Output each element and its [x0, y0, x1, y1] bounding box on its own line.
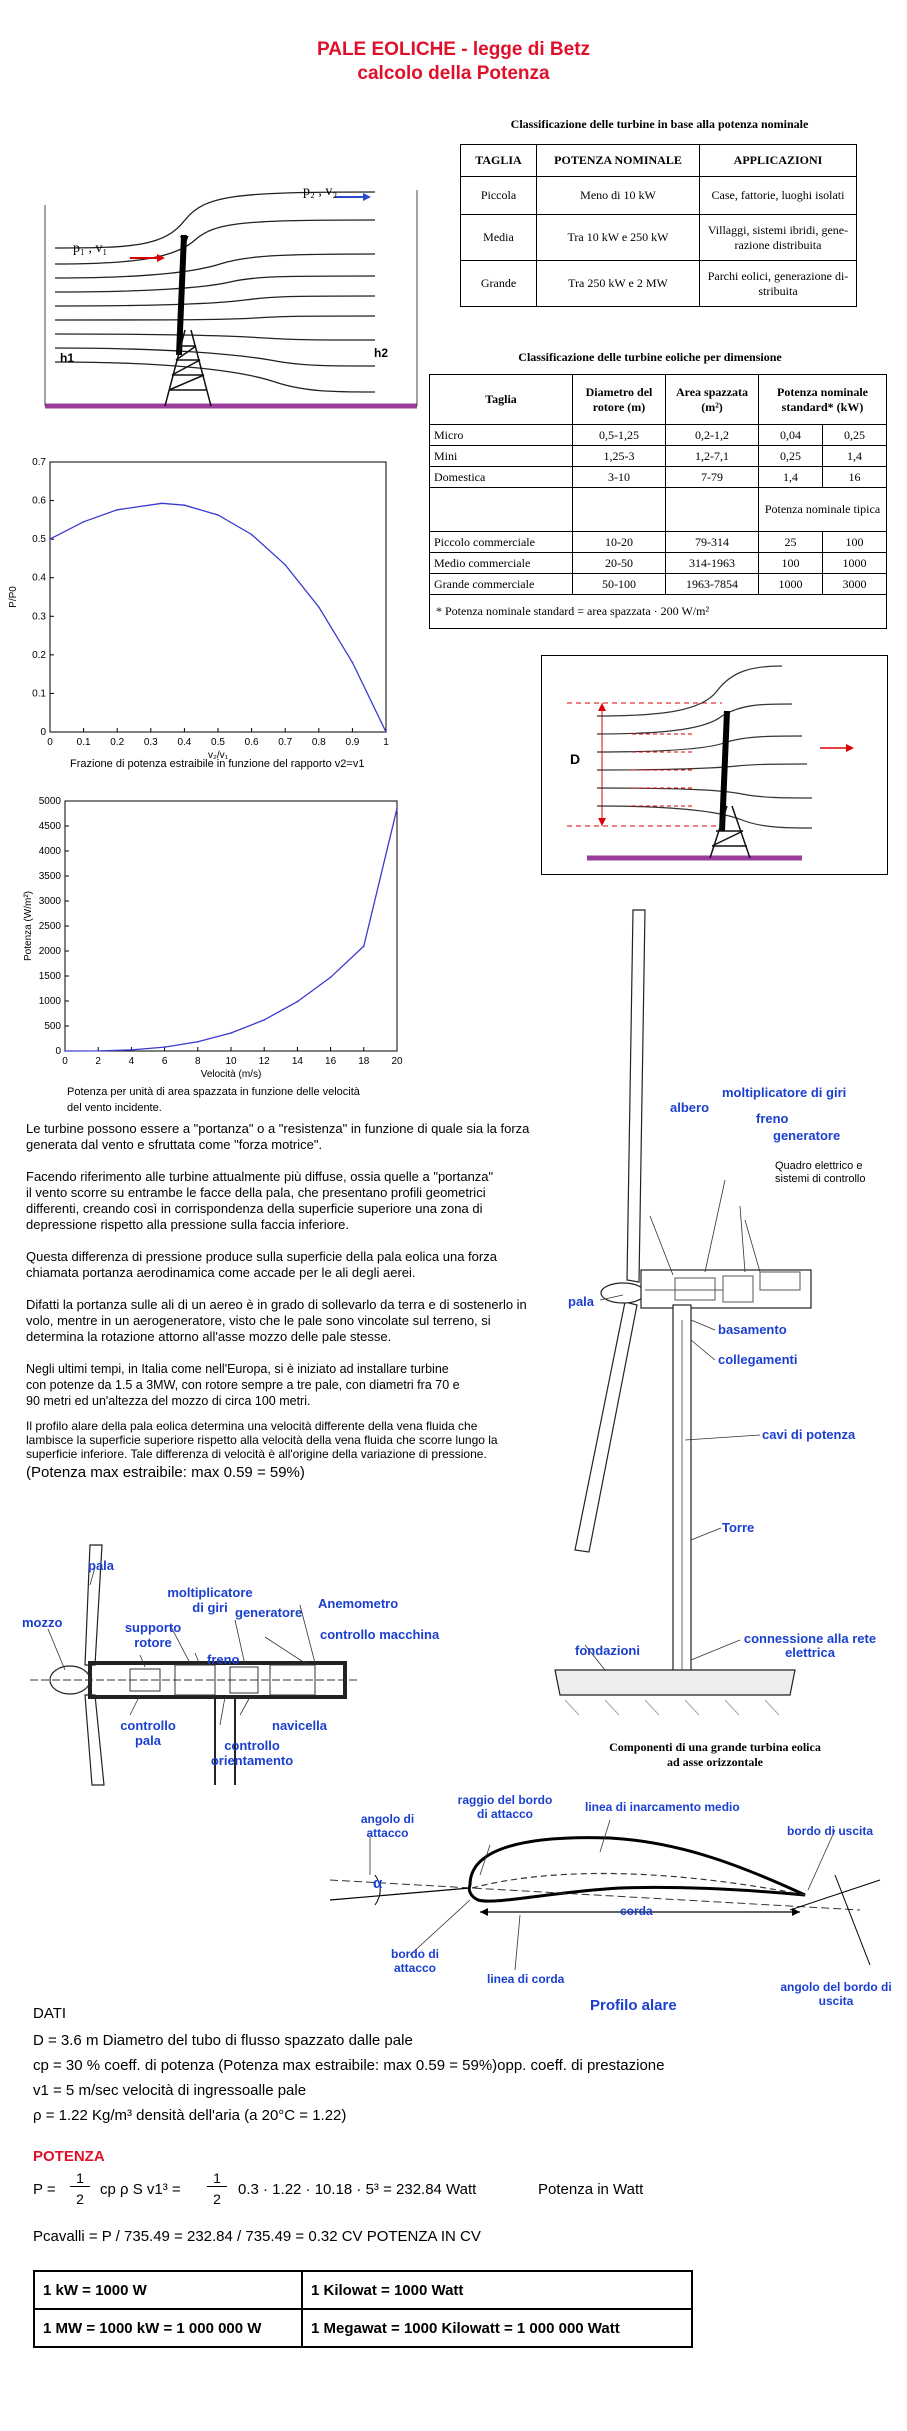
- cv-line: Pcavalli = P / 735.49 = 232.84 / 735.49 = 0.32 CV POTENZA IN CV: [33, 2228, 481, 2245]
- table2-header: Potenza nominale standard* (kW): [759, 375, 887, 425]
- table2-cell: 1,4: [822, 446, 886, 467]
- table2-cell: 25: [759, 532, 823, 553]
- x-tick-label: 8: [195, 1056, 201, 1067]
- rotor-diameter-diagram: [541, 655, 888, 875]
- dati-line: cp = 30 % coeff. di potenza (Potenza max estraibile: max 0.59 = 59%)opp. coeff. di prestazione: [33, 2057, 665, 2074]
- y-tick-label: 5000: [38, 796, 61, 807]
- x-axis-label: Velocità (m/s): [200, 1069, 262, 1080]
- data-point: [83, 521, 85, 523]
- airfoil-label-angolo: angolo di attacco: [360, 1812, 415, 1840]
- y-axis-label: P/P0: [8, 586, 19, 608]
- formula-num2: 1: [207, 2170, 227, 2187]
- y-tick-label: 0.1: [32, 688, 46, 700]
- airfoil-label-bordo-uscita: bordo di uscita: [787, 1824, 874, 1838]
- label-generatore: generatore: [773, 1128, 841, 1143]
- data-point: [197, 1041, 199, 1043]
- table1-header: APPLICAZIONI: [700, 145, 857, 177]
- page-title: PALE EOLICHE - legge di Betz: [316, 39, 591, 60]
- y-tick-label: 0.2: [32, 649, 46, 661]
- data-point: [217, 514, 219, 516]
- nacelle-label-navicella: navicella: [272, 1718, 327, 1733]
- diameter-flow-dashes: [632, 734, 692, 806]
- text-line: depressione rispetto alla pressione sulla faccia inferiore.: [26, 1217, 350, 1232]
- y-tick-label: 4000: [38, 846, 61, 857]
- chart2-caption-line2: del vento incidente.: [67, 1102, 162, 1114]
- y-tick-label: 1000: [38, 996, 61, 1007]
- y-tick-label: 500: [44, 1021, 61, 1032]
- label-freno: freno: [756, 1111, 789, 1126]
- x-tick-label: 10: [225, 1056, 237, 1067]
- page-subtitle: calcolo della Potenza: [357, 63, 550, 84]
- label-quadro: Quadro elettrico e sistemi di controllo: [775, 1160, 866, 1185]
- formula-den: 2: [76, 2191, 84, 2207]
- table2-cell: 100: [759, 553, 823, 574]
- airfoil-label-angolo-uscita: angolo del bordo di uscita: [780, 1980, 892, 2008]
- table2-cell: 7-79: [666, 467, 759, 488]
- blade-lower: [85, 1695, 104, 1785]
- x-tick-label: 20: [391, 1056, 403, 1067]
- turbine-components-drawing: [545, 900, 890, 1725]
- p1v1-label: p₁ , v₁: [73, 241, 108, 256]
- table2-cell: Grande commerciale: [430, 574, 573, 595]
- y-tick-label: 0: [40, 727, 46, 738]
- chart2-caption-line1: Potenza per unità di area spazzata in funzione delle velocità: [67, 1086, 360, 1098]
- text-line: Questa differenza di pressione produce sulla superficie della pala eolica una forza: [26, 1249, 497, 1264]
- table2-cell: 20-50: [573, 553, 666, 574]
- table1-header: TAGLIA: [461, 145, 537, 177]
- chart1-caption: Frazione di potenza estraibile in funzione del rapporto v2=v1: [70, 758, 365, 770]
- data-point: [396, 808, 398, 810]
- y-tick-label: 4500: [38, 821, 61, 832]
- nacelle-label-moltiplicatore: moltiplicatore di giri: [167, 1585, 253, 1615]
- table2-cell: 0,2-1,2: [666, 425, 759, 446]
- h1-label: h1: [60, 351, 75, 365]
- x-tick-label: 12: [258, 1056, 270, 1067]
- ground-hatch: [565, 1700, 779, 1715]
- data-point: [363, 945, 365, 947]
- text-line: determina la rotazione attorno all'asse mozzo delle pale stesse.: [26, 1329, 392, 1344]
- label-fondazioni: fondazioni: [575, 1643, 640, 1658]
- y-tick-label: 0.4: [32, 572, 46, 584]
- text-line: differenti, creando così in corrispondenza della superficie superiore una zona di: [26, 1201, 483, 1216]
- diameter-dashes: [567, 703, 722, 826]
- text-line: Difatti la portanza sulle ali di un aereo è in grado di sollevarlo da terra e di sostenerlo in: [26, 1297, 527, 1312]
- plot-frame: [65, 801, 397, 1051]
- table2-cell: 1000: [759, 574, 823, 595]
- airfoil-label-bordo-attacco: bordo di attacco: [391, 1947, 439, 1975]
- table2-cell: 100: [822, 532, 886, 553]
- units-cell: 1 kW = 1000 W: [34, 2271, 302, 2309]
- nacelle-label-anemometro: Anemometro: [318, 1596, 399, 1611]
- potenza-max-note: (Potenza max estraibile: max 0.59 = 59%): [26, 1464, 305, 1481]
- label-collegamenti: collegamenti: [718, 1352, 798, 1367]
- outflow-arrowhead: [363, 193, 371, 201]
- data-point: [297, 1001, 299, 1003]
- diameter-label: D: [570, 751, 581, 767]
- label-connessione: connessione alla rete elettrica: [743, 1631, 877, 1660]
- data-point: [230, 1032, 232, 1034]
- formula-num: 1: [70, 2170, 90, 2187]
- label-pala: pala: [568, 1294, 595, 1309]
- table2-cell: Medio commerciale: [430, 553, 573, 574]
- y-tick-label: 0.6: [32, 495, 46, 507]
- data-point: [116, 509, 118, 511]
- table2-cell: Mini: [430, 446, 573, 467]
- table2-cell: Domestica: [430, 467, 573, 488]
- x-tick-label: 1: [383, 737, 389, 748]
- formula-prefix: P =: [33, 2181, 56, 2198]
- y-axis-label: Potenza (W/m²): [23, 890, 34, 962]
- table2-header: Taglia: [430, 375, 573, 425]
- table2-typical-label: Potenza nominale tipica: [759, 488, 887, 532]
- rotor-diameter-drawing: [542, 656, 887, 874]
- formula-den2: 2: [213, 2191, 221, 2207]
- units-cell: 1 Megawat = 1000 Kilowatt = 1 000 000 Watt: [302, 2309, 692, 2347]
- x-tick-label: 0.1: [76, 737, 91, 748]
- table2-cell: 1000: [822, 553, 886, 574]
- table2-cell: 16: [822, 467, 886, 488]
- y-tick-label: 2000: [38, 946, 61, 957]
- streamlines: [597, 666, 812, 828]
- x-tick-label: 0.9: [345, 737, 360, 748]
- table2-cell: 10-20: [573, 532, 666, 553]
- table2-cell: 0,04: [759, 425, 823, 446]
- text-line: il vento scorre su entrambe le facce della pala, che presentano profili geometrici: [26, 1185, 486, 1200]
- table1-caption: Classificazione delle turbine in base alla potenza nominale: [510, 117, 809, 131]
- betz-flow-diagram: [45, 180, 435, 420]
- table2-cell: 3-10: [573, 467, 666, 488]
- power-class-table: [460, 144, 857, 307]
- data-point: [263, 1019, 265, 1021]
- x-tick-label: 0.4: [177, 737, 192, 748]
- x-tick-label: 4: [128, 1056, 135, 1067]
- y-tick-label: 0.7: [32, 457, 46, 468]
- units-cell: 1 MW = 1000 kW = 1 000 000 W: [34, 2309, 302, 2347]
- nacelle-label-generatore: generatore: [235, 1605, 303, 1620]
- text-line: chiamata portanza aerodinamica come accade per le ali degli aerei.: [26, 1265, 416, 1280]
- nacelle-label-controllo-orientamento: controllo orientamento: [210, 1738, 294, 1768]
- label-basamento: basamento: [718, 1322, 787, 1337]
- table2-cell: 1,2-7,1: [666, 446, 759, 467]
- text-block: [26, 1121, 551, 1481]
- y-tick-label: 0.3: [32, 611, 46, 623]
- table1-header: POTENZA NOMINALE: [537, 145, 700, 177]
- label-moltiplicatore: moltiplicatore di giri: [722, 1085, 847, 1100]
- x-tick-label: 16: [325, 1056, 337, 1067]
- airflow-direction: [330, 1888, 470, 1900]
- plot-frame: [50, 462, 386, 732]
- text-line: lambisce la superficie superiore rispetto alla velocità della vena fluida che scorre lungo la: [26, 1433, 498, 1447]
- blade-up: [627, 910, 645, 1282]
- betz-fraction-chart: [8, 457, 420, 761]
- airfoil-label-alpha: α: [373, 1875, 383, 1892]
- x-tick-label: 0.8: [311, 737, 326, 748]
- units-cell: 1 Kilowat = 1000 Watt: [302, 2271, 692, 2309]
- airfoil-label-profilo: Profilo alare: [590, 1997, 677, 2014]
- data-point: [330, 977, 332, 979]
- table1-cell: Grande: [461, 261, 537, 307]
- blade-down: [575, 1302, 637, 1552]
- power-density-chart: [15, 783, 415, 1080]
- y-tick-label: 3500: [38, 871, 61, 882]
- table2-cell: 0,5-1,25: [573, 425, 666, 446]
- data-point: [184, 504, 186, 506]
- dati-line: D = 3.6 m Diametro del tubo di flusso spazzato dalle pale: [33, 2032, 413, 2049]
- label-cavi: cavi di potenza: [762, 1427, 856, 1442]
- hub: [601, 1283, 645, 1303]
- nacelle-label-mozzo: mozzo: [22, 1615, 63, 1630]
- y-tick-label: 0.5: [32, 534, 46, 546]
- y-tick-label: 2500: [38, 921, 61, 932]
- table1-cell: Parchi eolici, generazione di-stribuita: [700, 261, 857, 307]
- turbine-caption-line1: Componenti di una grande turbina eolica: [609, 1740, 821, 1754]
- series-line: [50, 503, 386, 732]
- trailing-edge-line: [835, 1875, 870, 1965]
- table2-cell: 314-1963: [666, 553, 759, 574]
- airfoil-label-corda: corda: [620, 1904, 653, 1918]
- table2-cell: Micro: [430, 425, 573, 446]
- formula-unit-note: Potenza in Watt: [538, 2181, 644, 2198]
- table1-cell: Media: [461, 215, 537, 261]
- table2-cell: 50-100: [573, 574, 666, 595]
- table1-cell: Tra 10 kW e 250 kW: [537, 215, 700, 261]
- x-tick-label: 0.2: [110, 737, 125, 748]
- nacelle-label-supporto: supporto rotore: [124, 1620, 182, 1650]
- label-albero: albero: [670, 1100, 710, 1115]
- data-point: [251, 534, 253, 536]
- airfoil-label-linea-corda: linea di corda: [487, 1972, 565, 1986]
- x-tick-label: 14: [291, 1056, 303, 1067]
- turbine-caption-line2: ad asse orizzontale: [667, 1755, 763, 1769]
- x-tick-label: 18: [358, 1056, 370, 1067]
- y-tick-label: 1500: [38, 971, 61, 982]
- x-tick-label: 0.6: [244, 737, 259, 748]
- nacelle-label-pala: pala: [88, 1558, 115, 1573]
- table2-cell: 1,25-3: [573, 446, 666, 467]
- data-point: [161, 502, 163, 504]
- data-point: [97, 1050, 99, 1052]
- data-point: [164, 1046, 166, 1048]
- table2-caption: Classificazione delle turbine eoliche per dimensione: [518, 350, 782, 364]
- x-axis-label: v₂/v₁: [207, 750, 229, 761]
- table2-cell: 0,25: [759, 446, 823, 467]
- table1-cell: Meno di 10 kW: [537, 177, 700, 215]
- x-tick-label: 0: [62, 1056, 68, 1067]
- dati-heading: DATI: [33, 2005, 67, 2022]
- table2-cell: 1963-7854: [666, 574, 759, 595]
- text-line: Il profilo alare della pala eolica determina una velocità differente della vena fluida che: [26, 1419, 478, 1433]
- table1-cell: Tra 250 kW e 2 MW: [537, 261, 700, 307]
- formula-mid: cp ρ S v1³ =: [100, 2181, 181, 2198]
- units-table: [33, 2270, 693, 2348]
- foundation: [555, 1670, 795, 1695]
- dati-line: v1 = 5 m/sec velocità di ingressoalle pale: [33, 2082, 307, 2099]
- nacelle-diagram: [30, 1545, 360, 1785]
- table2-cell: Piccolo commerciale: [430, 532, 573, 553]
- lattice-tower: [710, 806, 750, 858]
- text-line: generata dal vento e sfruttata come "forza motrice".: [26, 1137, 323, 1152]
- formula-tail: 0.3 · 1.22 · 10.18 · 5³ = 232.84 Watt: [238, 2181, 477, 2198]
- y-tick-label: 3000: [38, 896, 61, 907]
- table2-cell: 79-314: [666, 532, 759, 553]
- airfoil-label-raggio: raggio del bordo di attacco: [457, 1793, 553, 1821]
- table1-cell: Villaggi, sistemi ibridi, gene-razione distribuita: [700, 215, 857, 261]
- data-point: [284, 564, 286, 566]
- nacelle-label-controllo-macchina: controllo macchina: [320, 1627, 440, 1642]
- series-line: [65, 809, 397, 1052]
- data-point: [318, 606, 320, 608]
- text-line: Le turbine possono essere a "portanza" o a "resistenza" in funzione di quale sia la forza: [26, 1121, 530, 1136]
- size-class-table: [429, 374, 887, 629]
- table2-cell: 1,4: [759, 467, 823, 488]
- text-line: volo, mentre in un aerogeneratore, visto che le pale sono vincolate sul terreno, si: [26, 1313, 491, 1328]
- potenza-heading: POTENZA: [33, 2148, 105, 2165]
- x-tick-label: 0.3: [143, 737, 158, 748]
- text-line: 90 metri ed un'altezza del mozzo di circa 100 metri.: [26, 1394, 311, 1408]
- table2-cell: 3000: [822, 574, 886, 595]
- data-point: [352, 662, 354, 664]
- nacelle-label-controllo-pala: controllo pala: [120, 1718, 176, 1748]
- table2-cell: 0,25: [822, 425, 886, 446]
- streamlines: [55, 192, 375, 392]
- x-tick-label: 6: [161, 1056, 168, 1067]
- label-torre: Torre: [722, 1520, 755, 1535]
- table1-cell: Piccola: [461, 177, 537, 215]
- text-line: Facendo riferimento alle turbine attualmente più diffuse, ossia quelle a "portanza": [26, 1169, 494, 1184]
- x-tick-label: 2: [95, 1056, 101, 1067]
- table2-header: Area spazzata (m²): [666, 375, 759, 425]
- x-tick-label: 0.5: [211, 737, 225, 748]
- y-tick-label: 0: [55, 1046, 61, 1057]
- v-label: V: [180, 233, 189, 248]
- text-line: superficie inferiore. Tale differenza di velocità è all'origine della variazione di pressione.: [26, 1447, 487, 1461]
- text-line: con potenze da 1.5 a 3MW, con rotore sempre a tre pale, con diametri fra 70 e: [26, 1378, 460, 1392]
- table2-footnote: * Potenza nominale standard = area spazzata · 200 W/m²: [430, 595, 887, 629]
- text-line: Negli ultimi tempi, in Italia come nell'Europa, si è iniziato ad installare turbine: [26, 1362, 449, 1376]
- p2v2-label: p₂ , v₂: [303, 184, 338, 199]
- data-point: [385, 731, 387, 733]
- nacelle-label-freno: freno: [207, 1652, 240, 1667]
- table2-header: Diametro del rotore (m): [573, 375, 666, 425]
- airfoil-label-inarcamento: linea di inarcamento medio: [585, 1800, 740, 1814]
- x-tick-label: 0: [47, 737, 53, 748]
- data-point: [64, 1050, 66, 1052]
- x-tick-label: 0.7: [278, 737, 293, 748]
- h2-label: h2: [374, 346, 389, 360]
- table1-cell: Case, fattorie, luoghi isolati: [700, 177, 857, 215]
- airfoil-shape: [469, 1838, 805, 1902]
- dati-line: ρ = 1.22 Kg/m³ densità dell'aria (a 20°C = 1.22): [33, 2107, 347, 2124]
- data-point: [131, 1049, 133, 1051]
- data-point: [49, 538, 51, 540]
